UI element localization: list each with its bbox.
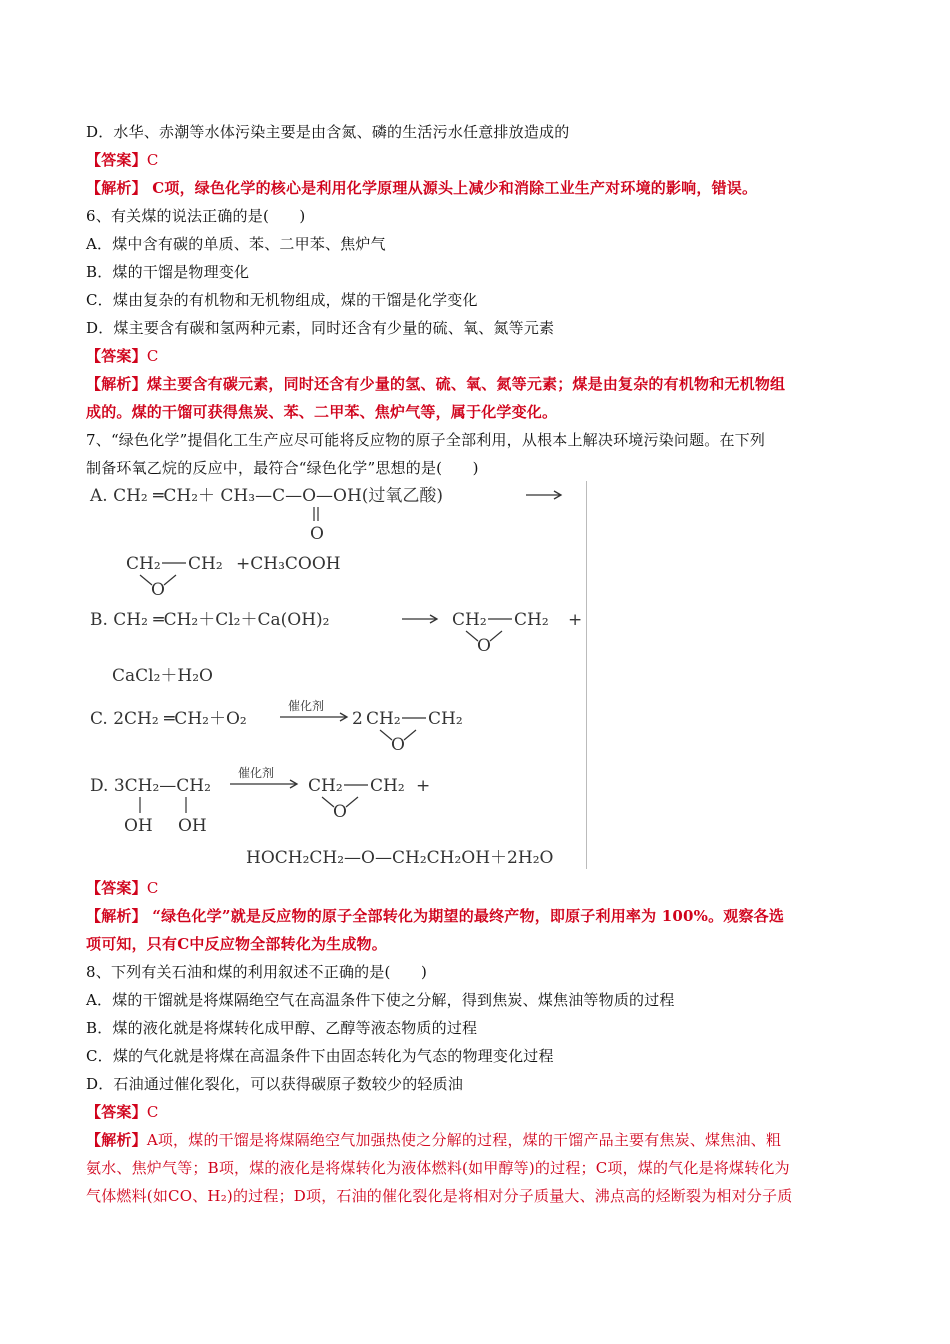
q8-analysis-line1: [86, 1129, 886, 1151]
option-c-equation: C. 2CH₂ ═CH₂＋O₂: [90, 709, 247, 729]
epoxide-oxygen: O: [151, 580, 165, 600]
q8-option-d: D．石油通过催化裂化，可以获得碳原子数较少的轻质油: [86, 1075, 464, 1093]
epoxide-ch2-right: CH₂: [514, 610, 549, 630]
answer-value: C: [146, 151, 159, 169]
epoxide-ch2-left: CH₂: [366, 709, 401, 729]
answer-value: C: [146, 347, 159, 365]
q6-answer: [86, 345, 886, 367]
q8-stem: 8、下列有关石油和煤的利用叙述不正确的是( ): [86, 963, 428, 981]
q8-answer: [86, 1101, 886, 1123]
q6-stem: 6、有关煤的说法正确的是( ): [86, 207, 306, 225]
analysis-tag: 【解析】: [86, 1131, 147, 1149]
q5-analysis: [86, 177, 886, 199]
analysis-text: A项，煤的干馏是将煤隔绝空气加强热使之分解的过程，煤的干馏产品主要有焦炭、煤焦油、粗: [146, 1131, 782, 1149]
analysis-text: C项，绿色化学的核心是利用化学原理从源头上减少和消除工业生产对环境的影响，错误。: [146, 179, 758, 197]
option-d-reactant: D. 3CH₂—CH₂: [90, 776, 211, 796]
q8-option-c: C．煤的气化就是将煤在高温条件下由固态转化为气态的物理变化过程: [86, 1047, 554, 1065]
epoxide-ch2-left: CH₂: [308, 776, 343, 796]
analysis-tag: 【解析】: [86, 375, 147, 393]
epoxide-co-bond: [164, 575, 176, 585]
plus-sign: +: [568, 610, 583, 630]
epoxide-co-bond: [490, 631, 502, 641]
answer-value: C: [146, 1103, 159, 1121]
q6-option-b: B．煤的干馏是物理变化: [86, 263, 250, 281]
carbonyl-oxygen: O: [310, 524, 324, 544]
q5-answer: [86, 149, 886, 171]
q6-option-d: D．煤主要含有碳和氢两种元素，同时还含有少量的硫、氧、氮等元素: [86, 319, 555, 337]
catalyst-label: 催化剂: [238, 766, 275, 780]
q8-option-b: B．煤的液化就是将煤转化成甲醇、乙醇等液态物质的过程: [86, 1019, 478, 1037]
q6-analysis-line2: 成的。煤的干馏可获得焦炭、苯、二甲苯、焦炉气等，属于化学变化。: [86, 403, 558, 421]
analysis-text: “绿色化学”就是反应物的原子全部转化为期望的最终产物，即原子利用率为 100%。观察各选: [146, 907, 785, 925]
epoxide-oxygen: O: [333, 802, 347, 822]
epoxide-ch2-right: CH₂: [188, 554, 223, 574]
answer-tag: 【答案】: [86, 151, 147, 169]
q7-analysis-line1: [86, 905, 886, 927]
analysis-text: 煤主要含有碳元素，同时还含有少量的氢、硫、氧、氮等元素；煤是由复杂的有机物和无机物组: [146, 375, 786, 393]
hydroxyl-left: OH: [124, 816, 153, 836]
epoxide-ch2-left: CH₂: [452, 610, 487, 630]
q7-answer: [86, 877, 886, 899]
q8-analysis-line3: 气体燃料(如CO、H₂)的过程；D项，石油的催化裂化是将相对分子质量大、沸点高的烃断裂为相对分子质: [86, 1187, 793, 1205]
option-b-equation: B. CH₂ ═CH₂＋Cl₂＋Ca(OH)₂: [90, 610, 330, 630]
epoxide-ch2-right: CH₂: [428, 709, 463, 729]
option-a-equation: A. CH₂ ═CH₂＋ CH₃—C—O—OH(过氧乙酸): [90, 486, 444, 506]
q7-stem-line2: 制备环氧乙烷的反应中，最符合“绿色化学”思想的是( ): [86, 459, 479, 477]
q8-analysis-line2: 氨水、焦炉气等；B项，煤的液化是将煤转化为液体燃料(如甲醇等)的过程；C项，煤的气化是将煤转化为: [86, 1159, 790, 1177]
analysis-tag: 【解析】: [86, 907, 147, 925]
option-a-byproduct: +CH₃COOH: [236, 554, 341, 574]
epoxide-co-bond: [404, 730, 416, 740]
answer-value: C: [146, 879, 159, 897]
catalyst-label: 催化剂: [288, 699, 325, 713]
option-d-byproduct: HOCH₂CH₂—O—CH₂CH₂OH＋2H₂O: [246, 848, 554, 868]
analysis-tag: 【解析】: [86, 179, 147, 197]
epoxide-oxygen: O: [391, 735, 405, 755]
epoxide-ch2-left: CH₂: [126, 554, 161, 574]
hydroxyl-right: OH: [178, 816, 207, 836]
plus-sign: +: [416, 776, 431, 796]
epoxide-co-bond: [346, 797, 358, 807]
answer-tag: 【答案】: [86, 347, 147, 365]
q5-option-d: D．水华、赤潮等水体污染主要是由含氮、磷的生活污水任意排放造成的: [86, 123, 570, 141]
q6-analysis-line1: [86, 373, 886, 395]
epoxide-oxygen: O: [477, 636, 491, 656]
reaction-equations: [86, 481, 586, 869]
epoxide-ch2-right: CH₂: [370, 776, 405, 796]
option-b-byproduct: CaCl₂＋H₂O: [112, 666, 213, 686]
coefficient: 2: [352, 709, 363, 729]
q6-option-c: C．煤由复杂的有机物和无机物组成，煤的干馏是化学变化: [86, 291, 478, 309]
q8-option-a: A．煤的干馏就是将煤隔绝空气在高温条件下使之分解，得到焦炭、煤焦油等物质的过程: [86, 991, 675, 1009]
answer-tag: 【答案】: [86, 879, 147, 897]
answer-tag: 【答案】: [86, 1103, 147, 1121]
q7-reaction-figure: [86, 481, 587, 869]
q7-stem-line1: 7、“绿色化学”提倡化工生产应尽可能将反应物的原子全部利用，从根本上解决环境污染问题。在下列: [86, 431, 766, 449]
q6-option-a: A．煤中含有碳的单质、苯、二甲苯、焦炉气: [86, 235, 386, 253]
q7-analysis-line2: 项可知，只有C中反应物全部转化为生成物。: [86, 935, 387, 953]
